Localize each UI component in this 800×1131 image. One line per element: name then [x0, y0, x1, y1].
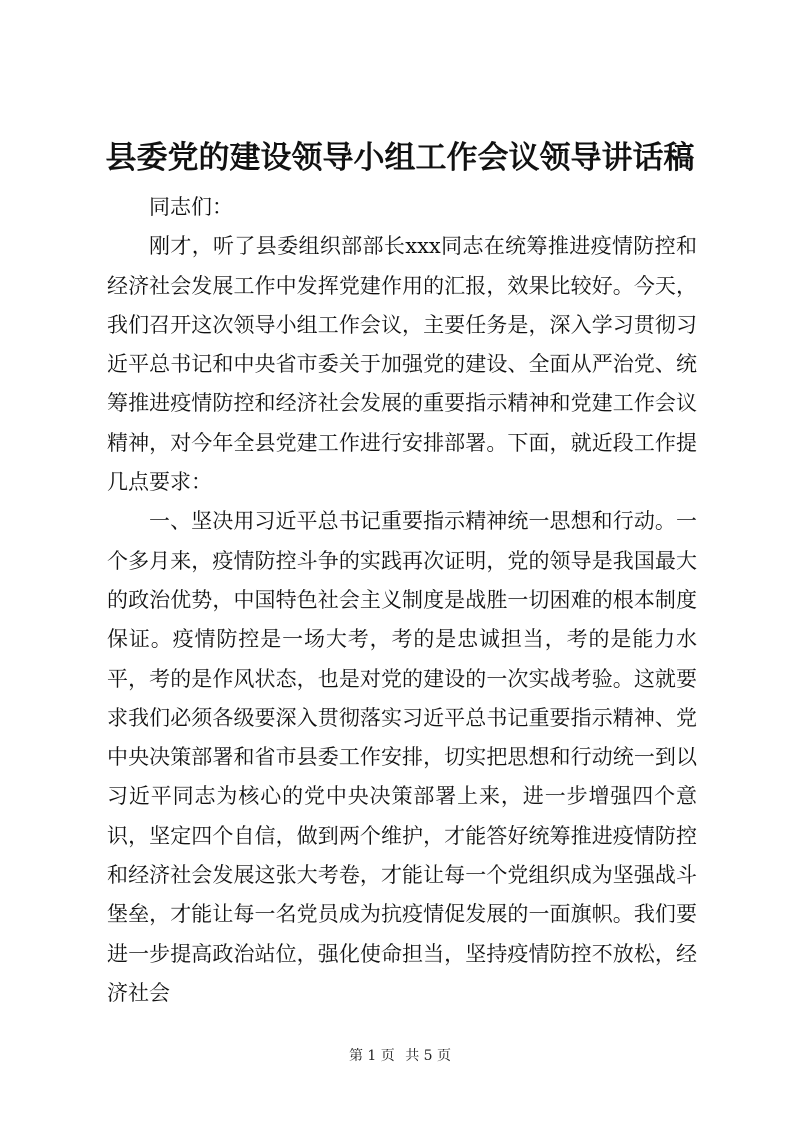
- page-footer: [0, 1046, 800, 1066]
- document-title: 县委党的建设领导小组工作会议领导讲话稿: [105, 140, 695, 176]
- page-total: 共 5 页: [405, 1048, 452, 1064]
- page-number: 第 1 页: [348, 1048, 395, 1064]
- document-body: [107, 188, 697, 1013]
- salutation-paragraph: 同志们：: [149, 195, 233, 219]
- section-one-paragraph: 一、坚决用习近平总书记重要指示精神统一思想和行动。一个多月来，疫情防控斗争的实践再次证明，党的领导是我国最大的政治优势，中国特色社会主义制度是战胜一切困难的根本制度保证。疫情防控是一场大考，考的是忠诚担当，考的是能力水平，考的是作风状态，也是对党的建设的一次实战考验。这就要求我们必须各级要深入贯彻落实习近平总书记重要指示精神、党中央决策部署和省市县委工作安排，切实把思想和行动统一到以习近平同志为核心的党中央决策部署上来，进一步增强四个意识，坚定四个自信，做到两个维护，才能答好统筹推进疫情防控和经济社会发展这张大考卷，才能让每一个党组织成为坚强战斗堡垒，才能让每一名党员成为抗疫情促发展的一面旗帜。我们要进一步提高政治站位，强化使命担当，坚持疫情防控不放松，经济社会: [107, 509, 697, 1005]
- intro-paragraph: 刚才，听了县委组织部部长xxx同志在统筹推进疫情防控和经济社会发展工作中发挥党建作用的汇报，效果比较好。今天，我们召开这次领导小组工作会议，主要任务是，深入学习贯彻习近平总书记和中央省市委关于加强党的建设、全面从严治党、统筹推进疫情防控和经济社会发展的重要指示精神和党建工作会议精神，对今年全县党建工作进行安排部署。下面，就近段工作提几点要求：: [107, 234, 697, 495]
